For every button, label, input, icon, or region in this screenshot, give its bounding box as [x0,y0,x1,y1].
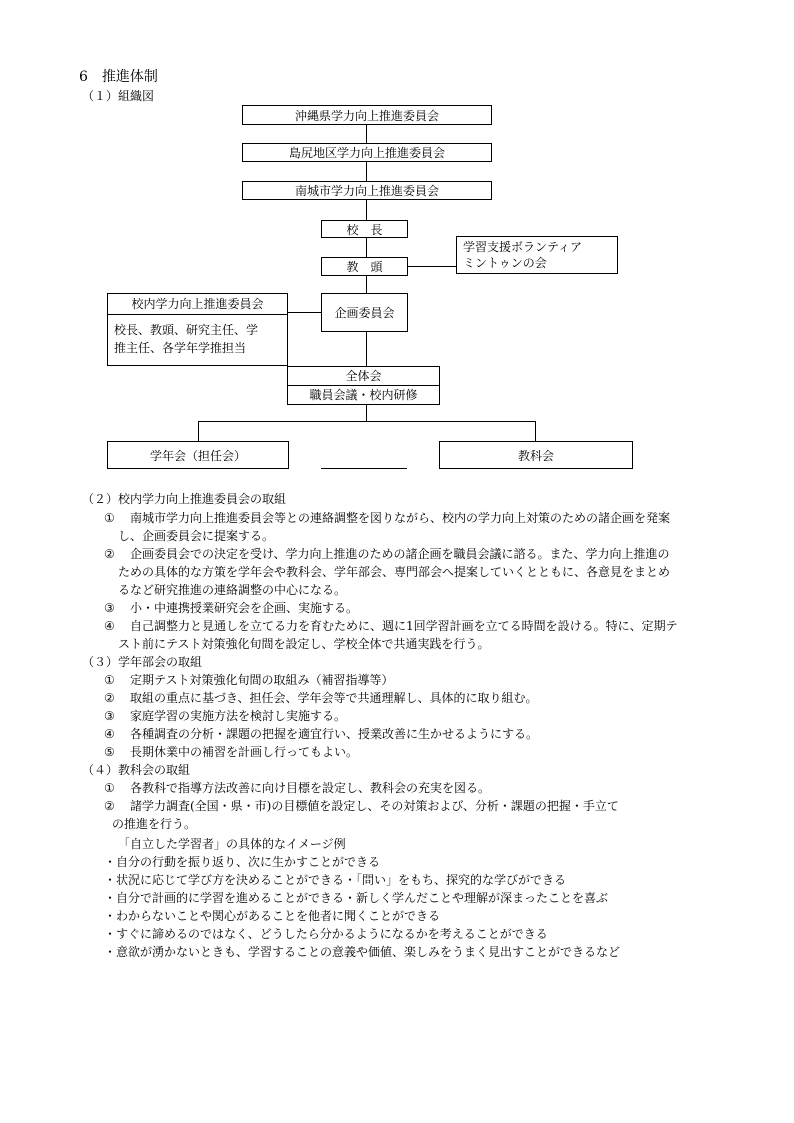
shimajiri-committee-label: 島尻地区学力向上推進委員会 [288,146,445,160]
grade-meeting-box [107,441,289,469]
section2-item-text: ための具体的な方策を学年会や教科会、学年部会、専門部会へ提案していくとともに、各意見をまとめ [118,565,671,579]
subject-meeting-label: 教科会 [517,448,554,463]
section2-item-text: 南城市学力向上推進委員会等との連絡調整を図りながら、校内の学力向上対策のための諸企画を発案 [118,511,671,525]
section2-item-number: ② [104,547,115,561]
example-title: 「自立した学習者」の具体的なイメージ例 [118,837,346,851]
section2-item-text: 企画委員会での決定を受け、学力向上推進のための諸企画を職員会議に諮る。また、学力向上推進の [118,547,670,561]
section2-item-text: 小・中連携授業研究会を企画、実施する。 [118,601,359,615]
connector-line [288,312,321,313]
school-committee-divider [108,314,287,315]
section3-item-number: ④ [104,727,115,741]
connector-line [198,421,535,422]
school-committee-members-line2: 推主任、各学年学推担当 [114,341,247,355]
connector-line [535,421,536,441]
okinawa-committee-box [242,105,492,125]
example-bullet: ・すぐに諦めるのではなく、どうしたら分かるようになるかを考えることができる [104,927,548,941]
connector-line [366,405,367,421]
planning-committee-label: 企画委員会 [334,306,395,320]
connector-line [366,125,367,143]
volunteer-box [456,236,618,274]
subsection-org-chart-heading: （１）組織図 [82,89,155,103]
connector-line [366,162,367,181]
divider-line [321,468,407,469]
general-meeting-box [287,366,440,405]
section3-item-text: 長期休業中の補習を計画し行ってもよい。 [118,745,359,759]
section2-item-number: ① [104,511,115,525]
section3-item-text: 定期テスト対策強化旬間の取組み（補習指導等） [118,673,394,687]
nanjo-committee-box [242,181,492,200]
example-bullet: ・意欲が湧かないときも、学習することの意義や価値、楽しみをうまく見出すことができるなど [104,945,621,959]
volunteer-label-line2: ミントゥンの会 [463,256,547,270]
section4-heading: （４）教科会の取組 [82,763,191,777]
section2-item-text: スト前にテスト対策強化旬間を設定し、学校全体で共通実践を行う。 [118,637,490,651]
general-meeting-subtitle: 職員会議・校内研修 [309,388,418,402]
connector-line [198,421,199,441]
section2-item-number: ③ [104,601,115,615]
school-committee-members-line1: 校長、教頭、研究主任、学 [114,323,259,337]
section3-heading: （３）学年部会の取組 [82,655,203,669]
section4-item-text: の推進を行う。 [112,817,197,831]
subject-meeting-box [439,441,633,469]
connector-line [366,200,367,220]
nanjo-committee-label: 南城市学力向上推進委員会 [294,184,439,198]
planning-committee-box [321,293,408,332]
section3-item-text: 取組の重点に基づき、担任会、学年会等で共通理解し、具体的に取り組む。 [118,691,538,705]
section2-heading: （２）校内学力向上推進委員会の取組 [82,492,287,506]
shimajiri-committee-box [242,143,492,162]
example-bullet: ・自分で計画的に学習を進めることができる・新しく学んだことや理解が深まったことを喜ぶ [104,891,609,905]
okinawa-committee-label: 沖縄県学力向上推進委員会 [294,108,439,123]
section4-item-text: 諸学力調査(全国・県・市)の目標値を設定し、その対策および、分析・課題の把握・手立て [118,799,619,813]
section2-item-text: し、企画委員会に提案する。 [118,529,275,543]
connector-line [366,276,367,293]
example-bullet: ・状況に応じて学び方を決めることができる・「問い」をもち、探究的な学びができる [104,873,567,887]
vice-principal-label: 教 頭 [346,260,383,274]
section-title: 6 推進体制 [79,69,158,85]
section2-item-text: るなど研究推進の連絡調整の中心になる。 [118,583,347,597]
section4-item-number: ① [104,781,115,795]
school-committee-title: 校内学力向上推進委員会 [131,297,264,311]
section3-item-number: ① [104,673,115,687]
section4-item-number: ② [104,799,115,813]
section3-item-text: 家庭学習の実施方法を検討し実施する。 [118,709,347,723]
section2-item-text: 自己調整力と見通しを立てる力を育むために、週に1回学習計画を立てる時間を設ける。特に、定期テ [118,619,678,633]
connector-line [408,266,456,267]
connector-line [366,332,367,366]
general-meeting-title: 全体会 [345,369,382,383]
section3-item-number: ③ [104,709,115,723]
example-bullet: ・自分の行動を振り返り、次に生かすことができる [104,855,381,869]
example-bullet: ・わからないことや関心があることを他者に聞くことができる [104,909,441,923]
section3-item-number: ② [104,691,115,705]
vice-principal-box [321,257,408,276]
grade-meeting-label: 学年会（担任会） [149,448,246,463]
connector-line [366,238,367,257]
section3-item-text: 各種調査の分析・課題の把握を適宜行い、授業改善に生かせるようにする。 [118,727,539,741]
section3-item-number: ⑤ [104,745,115,759]
principal-label: 校 長 [346,222,383,237]
section2-item-number: ④ [104,619,115,633]
section4-item-text: 各教科で指導方法改善に向け目標を設定し、教科会の充実を図る。 [118,781,491,795]
volunteer-label-line1: 学習支援ボランティア [463,240,583,254]
school-committee-box [107,293,288,366]
principal-box [321,220,408,238]
